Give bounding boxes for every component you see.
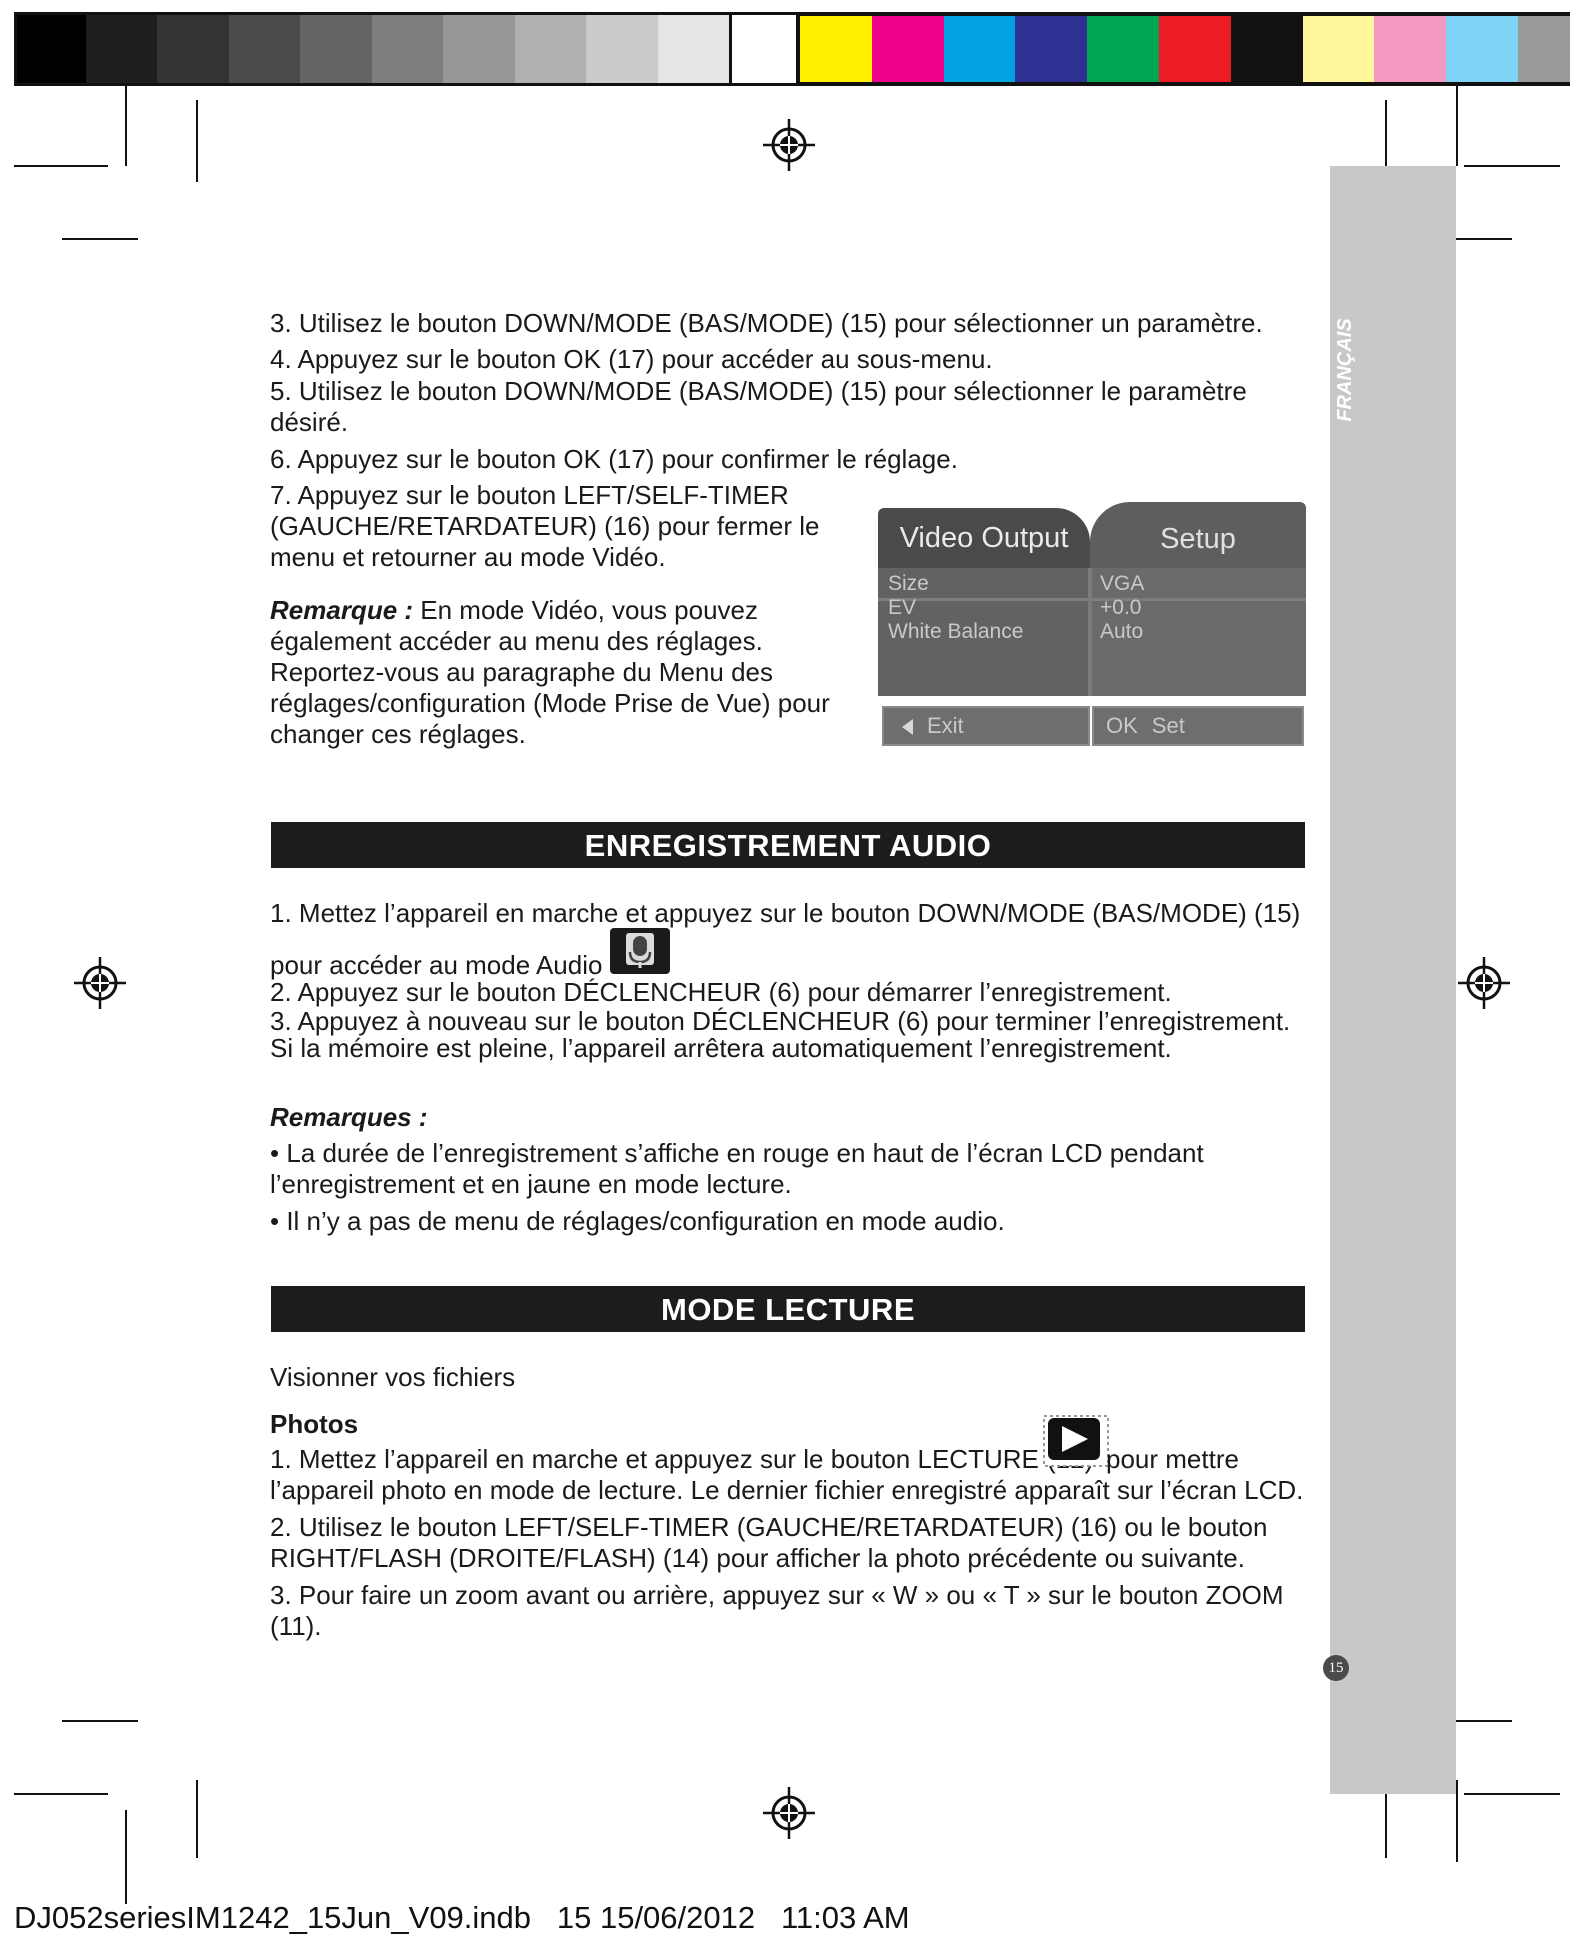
menu-row-label: EV (888, 596, 917, 619)
menu-row-value: Auto (1100, 620, 1144, 643)
step-7: 7. Appuyez sur le bouton LEFT/SELF-TIMER (GAUCHE/RETARDATEUR) (16) pour fermer le menu et retourner au mode Vidéo. (270, 480, 820, 572)
registration-mark-icon (1456, 955, 1512, 1011)
playback-step-1-cont: l’appareil photo en mode de lecture. Le dernier fichier enregistré apparaît sur l’écran LCD. (270, 1475, 1304, 1505)
tab-video-output-label: Video Output (899, 522, 1069, 554)
remark-label: Remarque : (270, 595, 414, 625)
remark-text: En mode Vidéo, vous pouvez également accéder au menu des réglages. Reportez-vous au paragraphe du Menu des réglages/configuration (Mode Prise de Vue) pour changer ces réglages. (270, 595, 830, 749)
tab-setup (1090, 502, 1306, 574)
crop-mark (14, 165, 108, 167)
audio-remark-bullet-1: • La durée de l’enregistrement s’affiche en rouge en haut de l’écran LCD pendant l’enregistrement et en jaune en mode lecture. (270, 1138, 1204, 1199)
section-header-playback: MODE LECTURE (271, 1286, 1305, 1332)
crop-mark (196, 1780, 198, 1858)
photos-heading: Photos (270, 1409, 359, 1439)
audio-step-3: 3. Appuyez à nouveau sur le bouton DÉCLENCHEUR (6) pour terminer l’enregistrement. (270, 1006, 1291, 1036)
menu-row-highlight (878, 598, 1306, 601)
crop-mark (62, 1720, 138, 1722)
color-bar-frame (796, 12, 1570, 86)
crop-mark (125, 1810, 127, 1904)
play-button-icon (1042, 1414, 1110, 1468)
crop-mark (62, 238, 138, 240)
menu-row-label: White Balance (888, 620, 1024, 643)
audio-step-3-cont: Si la mémoire est pleine, l’appareil arrêtera automatiquement l’enregistrement. (270, 1033, 1172, 1063)
crop-mark (14, 1793, 108, 1795)
crop-mark (1456, 1780, 1458, 1862)
exit-label: Exit (927, 713, 964, 738)
menu-row-label: Size (888, 572, 929, 595)
section-header-audio: ENREGISTREMENT AUDIO (271, 822, 1305, 868)
playback-step-1 (270, 1444, 1070, 1475)
step-4: 4. Appuyez sur le bouton OK (17) pour accéder au sous-menu. (270, 344, 993, 374)
playback-step-1-after-icon: pour mettre (1106, 1444, 1239, 1474)
step-6: 6. Appuyez sur le bouton OK (17) pour confirmer le réglage. (270, 444, 958, 474)
menu-row-value: VGA (1100, 572, 1145, 595)
audio-step-1: 1. Mettez l’appareil en marche et appuyez sur le bouton DOWN/MODE (BAS/MODE) (15) (270, 898, 1301, 928)
camera-menu-screenshot (878, 502, 1306, 744)
menu-footer-set (1092, 706, 1304, 746)
registration-mark-icon (761, 1785, 817, 1841)
tab-setup-label: Setup (1160, 523, 1236, 555)
menu-row-value: +0.0 (1100, 596, 1142, 619)
menu-divider (1088, 568, 1092, 696)
remark-paragraph (270, 595, 850, 750)
microphone-icon (610, 928, 670, 974)
crop-mark (1464, 165, 1560, 167)
playback-step-2: 2. Utilisez le bouton LEFT/SELF-TIMER (GAUCHE/RETARDATEUR) (16) ou le bouton RIGHT/FLASH (DROITE/FLASH) (14) pour afficher la photo précédente ou suivante. (270, 1512, 1268, 1573)
registration-mark-icon (72, 955, 128, 1011)
audio-step-2: 2. Appuyez sur le bouton DÉCLENCHEUR (6) pour démarrer l’enregistrement. (270, 977, 1172, 1007)
left-arrow-icon (902, 719, 913, 735)
set-label: Set (1151, 713, 1185, 738)
audio-remarks-label: Remarques : (270, 1102, 428, 1132)
audio-step-1-text: pour accéder au mode Audio (270, 950, 603, 980)
menu-row (888, 596, 916, 620)
crop-mark (1456, 86, 1458, 166)
menu-row (888, 620, 1023, 644)
registration-mark-icon (761, 117, 817, 173)
playback-subtitle: Visionner vos fichiers (270, 1362, 516, 1392)
audio-remark-bullet-2: • Il n’y a pas de menu de réglages/configuration en mode audio. (270, 1206, 1005, 1236)
playback-step-1-text: 1. Mettez l’appareil en marche et appuyez sur le bouton LECTURE (270, 1444, 1039, 1474)
step-5: 5. Utilisez le bouton DOWN/MODE (BAS/MODE) (15) pour sélectionner le paramètre désiré. (270, 376, 1247, 437)
crop-mark (196, 100, 198, 182)
step-3: 3. Utilisez le bouton DOWN/MODE (BAS/MODE) (15) pour sélectionner un paramètre. (270, 308, 1263, 338)
language-label: FRANÇAIS (1334, 318, 1356, 422)
crop-mark (125, 86, 127, 166)
tab-video-output (878, 508, 1090, 570)
gray-bar-frame (14, 12, 801, 86)
page-number: 15 (1328, 1660, 1344, 1676)
ok-key-label: OK (1106, 713, 1138, 738)
page-number-badge (1323, 1655, 1349, 1681)
print-slug: DJ052seriesIM1242_15Jun_V09.indb 15 15/06/2012 11:03 AM (14, 1900, 910, 1935)
menu-row (888, 572, 929, 596)
crop-mark (1464, 1793, 1560, 1795)
menu-footer-exit (882, 706, 1090, 746)
playback-step-3: 3. Pour faire un zoom avant ou arrière, appuyez sur « W » ou « T » sur le bouton ZOOM (11). (270, 1580, 1284, 1641)
